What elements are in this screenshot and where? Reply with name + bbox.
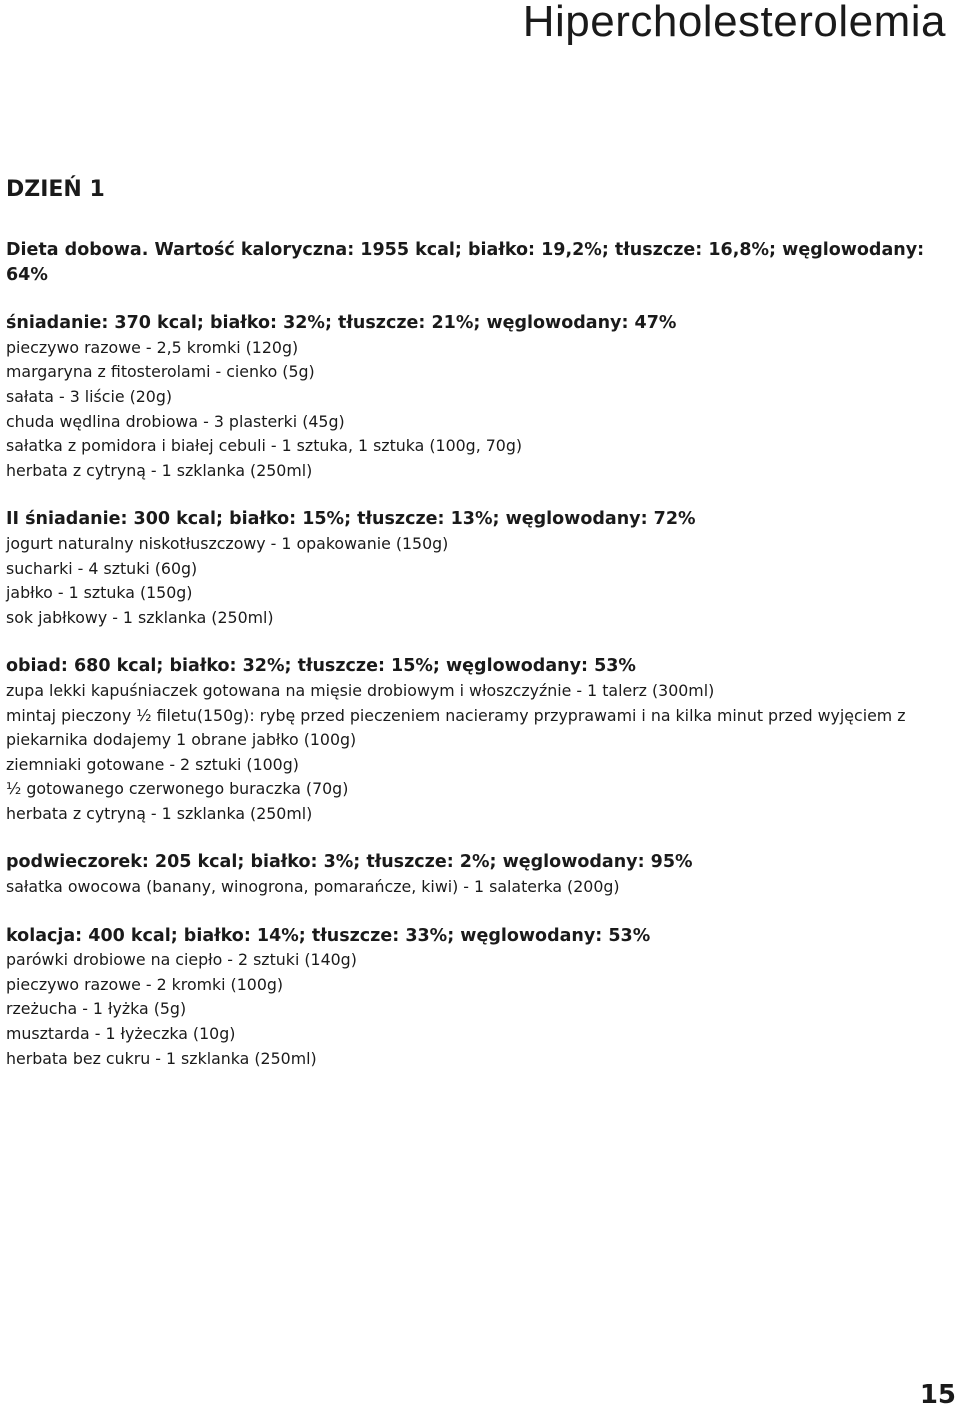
- meal-lunch: [6, 654, 946, 826]
- meal-items: [6, 679, 946, 827]
- page-number: 15: [919, 1380, 956, 1410]
- meal-header: obiad: 680 kcal; białko: 32%; tłuszcze: 15%; węglowodany: 53%: [6, 656, 636, 677]
- meal-breakfast: [6, 311, 946, 483]
- meal-items: [6, 948, 946, 1071]
- meal-item: chuda wędlina drobiowa - 3 plasterki (45g): [6, 411, 345, 431]
- meal-item: herbata z cytryną - 1 szklanka (250ml): [6, 460, 313, 480]
- meal-afternoon-snack: [6, 850, 946, 899]
- meal-item: herbata bez cukru - 1 szklanka (250ml): [6, 1048, 317, 1068]
- meal-header: śniadanie: 370 kcal; białko: 32%; tłuszcze: 21%; węglowodany: 47%: [6, 313, 677, 334]
- meal-items: [6, 532, 946, 630]
- meal-items: [6, 875, 946, 900]
- meal-item: pieczywo razowe - 2,5 kromki (120g): [6, 337, 299, 357]
- meal-second-breakfast: [6, 507, 946, 630]
- diet-plan: [6, 172, 946, 1095]
- meal-header: kolacja: 400 kcal; białko: 14%; tłuszcze: 33%; węglowodany: 53%: [6, 925, 651, 946]
- meal-item: margaryna z fitosterolami - cienko (5g): [6, 362, 315, 382]
- meal-item: zupa lekki kapuśniaczek gotowana na mięsie drobiowym i włoszczyźnie - 1 talerz (300ml): [6, 680, 715, 700]
- meal-dinner: [6, 924, 946, 1072]
- meal-item: sałatka z pomidora i białej cebuli - 1 sztuka, 1 sztuka (100g, 70g): [6, 436, 523, 456]
- meal-item: sałata - 3 liście (20g): [6, 386, 173, 406]
- meal-item: mintaj pieczony ½ filetu(150g): rybę przed pieczeniem nacieramy przyprawami i na kilka minut przed wyjęciem z piekarnika dodajemy 1 obrane jabłko (100g): [6, 705, 906, 750]
- meal-item: musztarda - 1 łyżeczka (10g): [6, 1024, 236, 1044]
- meal-item: pieczywo razowe - 2 kromki (100g): [6, 974, 284, 994]
- day-heading: DZIEŃ 1: [6, 177, 105, 202]
- meal-item: rzeżucha - 1 łyżka (5g): [6, 999, 187, 1019]
- meal-item: sucharki - 4 sztuki (60g): [6, 558, 198, 578]
- meal-item: sałatka owocowa (banany, winogrona, pomarańcze, kiwi) - 1 salaterka (200g): [6, 877, 620, 897]
- meal-items: [6, 336, 946, 484]
- page-title: Hipercholesterolemia: [522, 0, 946, 46]
- meal-item: herbata z cytryną - 1 szklanka (250ml): [6, 803, 313, 823]
- meal-header: podwieczorek: 205 kcal; białko: 3%; tłuszcze: 2%; węglowodany: 95%: [6, 852, 693, 873]
- meal-item: ziemniaki gotowane - 2 sztuki (100g): [6, 754, 299, 774]
- daily-summary: Dieta dobowa. Wartość kaloryczna: 1955 kcal; białko: 19,2%; tłuszcze: 16,8%; węglowodany: 64%: [6, 240, 925, 285]
- meal-item: parówki drobiowe na ciepło - 2 sztuki (140g): [6, 950, 357, 970]
- meal-item: ½ gotowanego czerwonego buraczka (70g): [6, 779, 349, 799]
- meal-header: II śniadanie: 300 kcal; białko: 15%; tłuszcze: 13%; węglowodany: 72%: [6, 509, 696, 530]
- meal-item: jogurt naturalny niskotłuszczowy - 1 opakowanie (150g): [6, 533, 449, 553]
- meal-item: sok jabłkowy - 1 szklanka (250ml): [6, 607, 274, 627]
- meal-item: jabłko - 1 sztuka (150g): [6, 583, 193, 603]
